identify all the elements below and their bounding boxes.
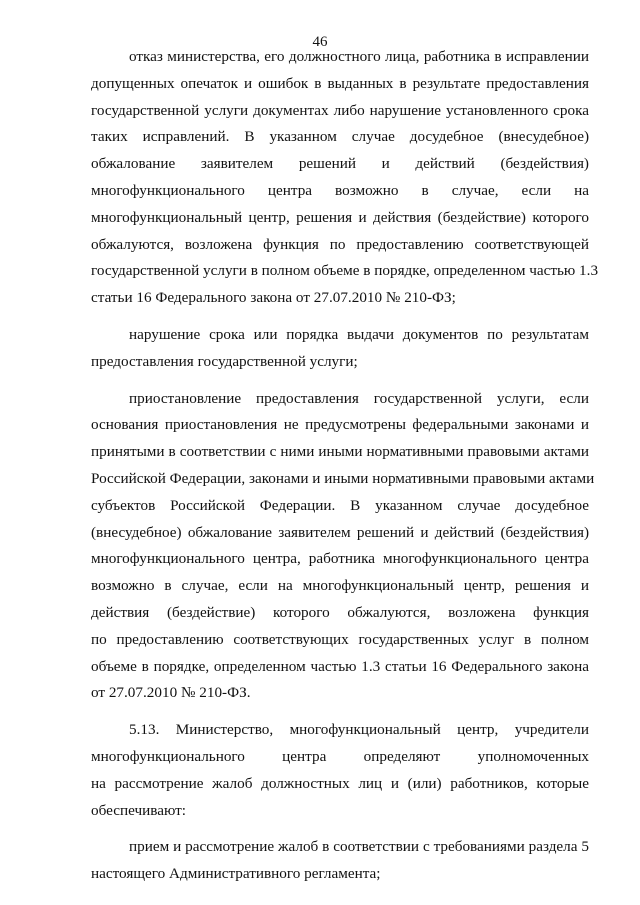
text-line: статьи 16 Федерального закона от 27.07.2010 № 210-ФЗ;	[91, 289, 456, 307]
paragraph-complaint-reception	[91, 834, 589, 888]
document-body	[91, 44, 599, 888]
text-line: отказ министерства, его должностного лица, работника в исправлении	[129, 48, 589, 65]
text-line: государственной услуги документах либо нарушение установленного срока	[91, 101, 589, 119]
text-line: обеспечивают:	[91, 801, 186, 819]
paragraph-gap	[91, 376, 589, 386]
page-number: 46	[312, 34, 328, 50]
text-line: прием и рассмотрение жалоб в соответствии с требованиями раздела 5	[129, 838, 589, 856]
text-line: (внесудебное) обжалование заявителем решений и действий (бездействия)	[91, 523, 589, 541]
text-line: 5.13. Министерство, многофункциональный центр, учредители	[129, 721, 589, 739]
text-line: допущенных опечаток и ошибок в выданных в результате предоставления	[91, 74, 589, 92]
text-line: объеме в порядке, определенном частью 1.3 статьи 16 Федерального закона	[91, 657, 589, 675]
text-line: настоящего Административного регламента;	[91, 865, 381, 883]
text-line: обжалование заявителем решений и действий (бездействия)	[91, 155, 589, 173]
paragraph-gap	[91, 707, 589, 717]
text-line: основания приостановления не предусмотрены федеральными законами и	[91, 416, 589, 434]
text-line: государственной услуги в полном объеме в порядке, определенном частью 1.3	[91, 262, 599, 280]
text-line: на рассмотрение жалоб должностных лиц и (или) работников, которые	[91, 774, 589, 792]
text-line: по предоставлению соответствующих государственных услуг в полном	[91, 630, 589, 648]
paragraph-deadline-violation	[91, 322, 589, 376]
text-line: предоставления государственной услуги;	[91, 352, 358, 370]
text-line: принятыми в соответствии с ними иными нормативными правовыми актами	[91, 443, 589, 461]
text-line: приостановление предоставления государственной услуги, если	[129, 389, 589, 407]
text-line: нарушение срока или порядка выдачи документов по результатам	[129, 325, 589, 343]
paragraph-refusal-to-correct	[91, 44, 599, 312]
paragraph-gap	[91, 824, 589, 834]
paragraph-gap	[91, 312, 589, 322]
paragraph-suspension	[91, 386, 595, 708]
text-line: действия (бездействие) которого обжалуются, возложена функция	[91, 603, 589, 621]
text-line: субъектов Российской Федерации. В указанном случае досудебное	[91, 496, 589, 514]
text-line: многофункциональный центр, решения и действия (бездействие) которого	[91, 208, 589, 226]
text-line: многофункционального центра, работника многофункционального центра	[91, 550, 589, 568]
text-line: таких исправлений. В указанном случае досудебное (внесудебное)	[91, 128, 589, 146]
text-line: многофункционального центра возможно в случае, если на	[91, 181, 589, 199]
text-line: возможно в случае, если на многофункциональный центр, решения и	[91, 577, 589, 595]
text-line: обжалуются, возложена функция по предоставлению соответствующей	[91, 235, 589, 253]
paragraph-section-5-13	[91, 717, 589, 824]
text-line: от 27.07.2010 № 210-ФЗ.	[91, 684, 251, 702]
text-line: многофункционального центра определяют уполномоченных	[91, 747, 589, 765]
text-line: Российской Федерации, законами и иными нормативными правовыми актами	[91, 469, 595, 487]
